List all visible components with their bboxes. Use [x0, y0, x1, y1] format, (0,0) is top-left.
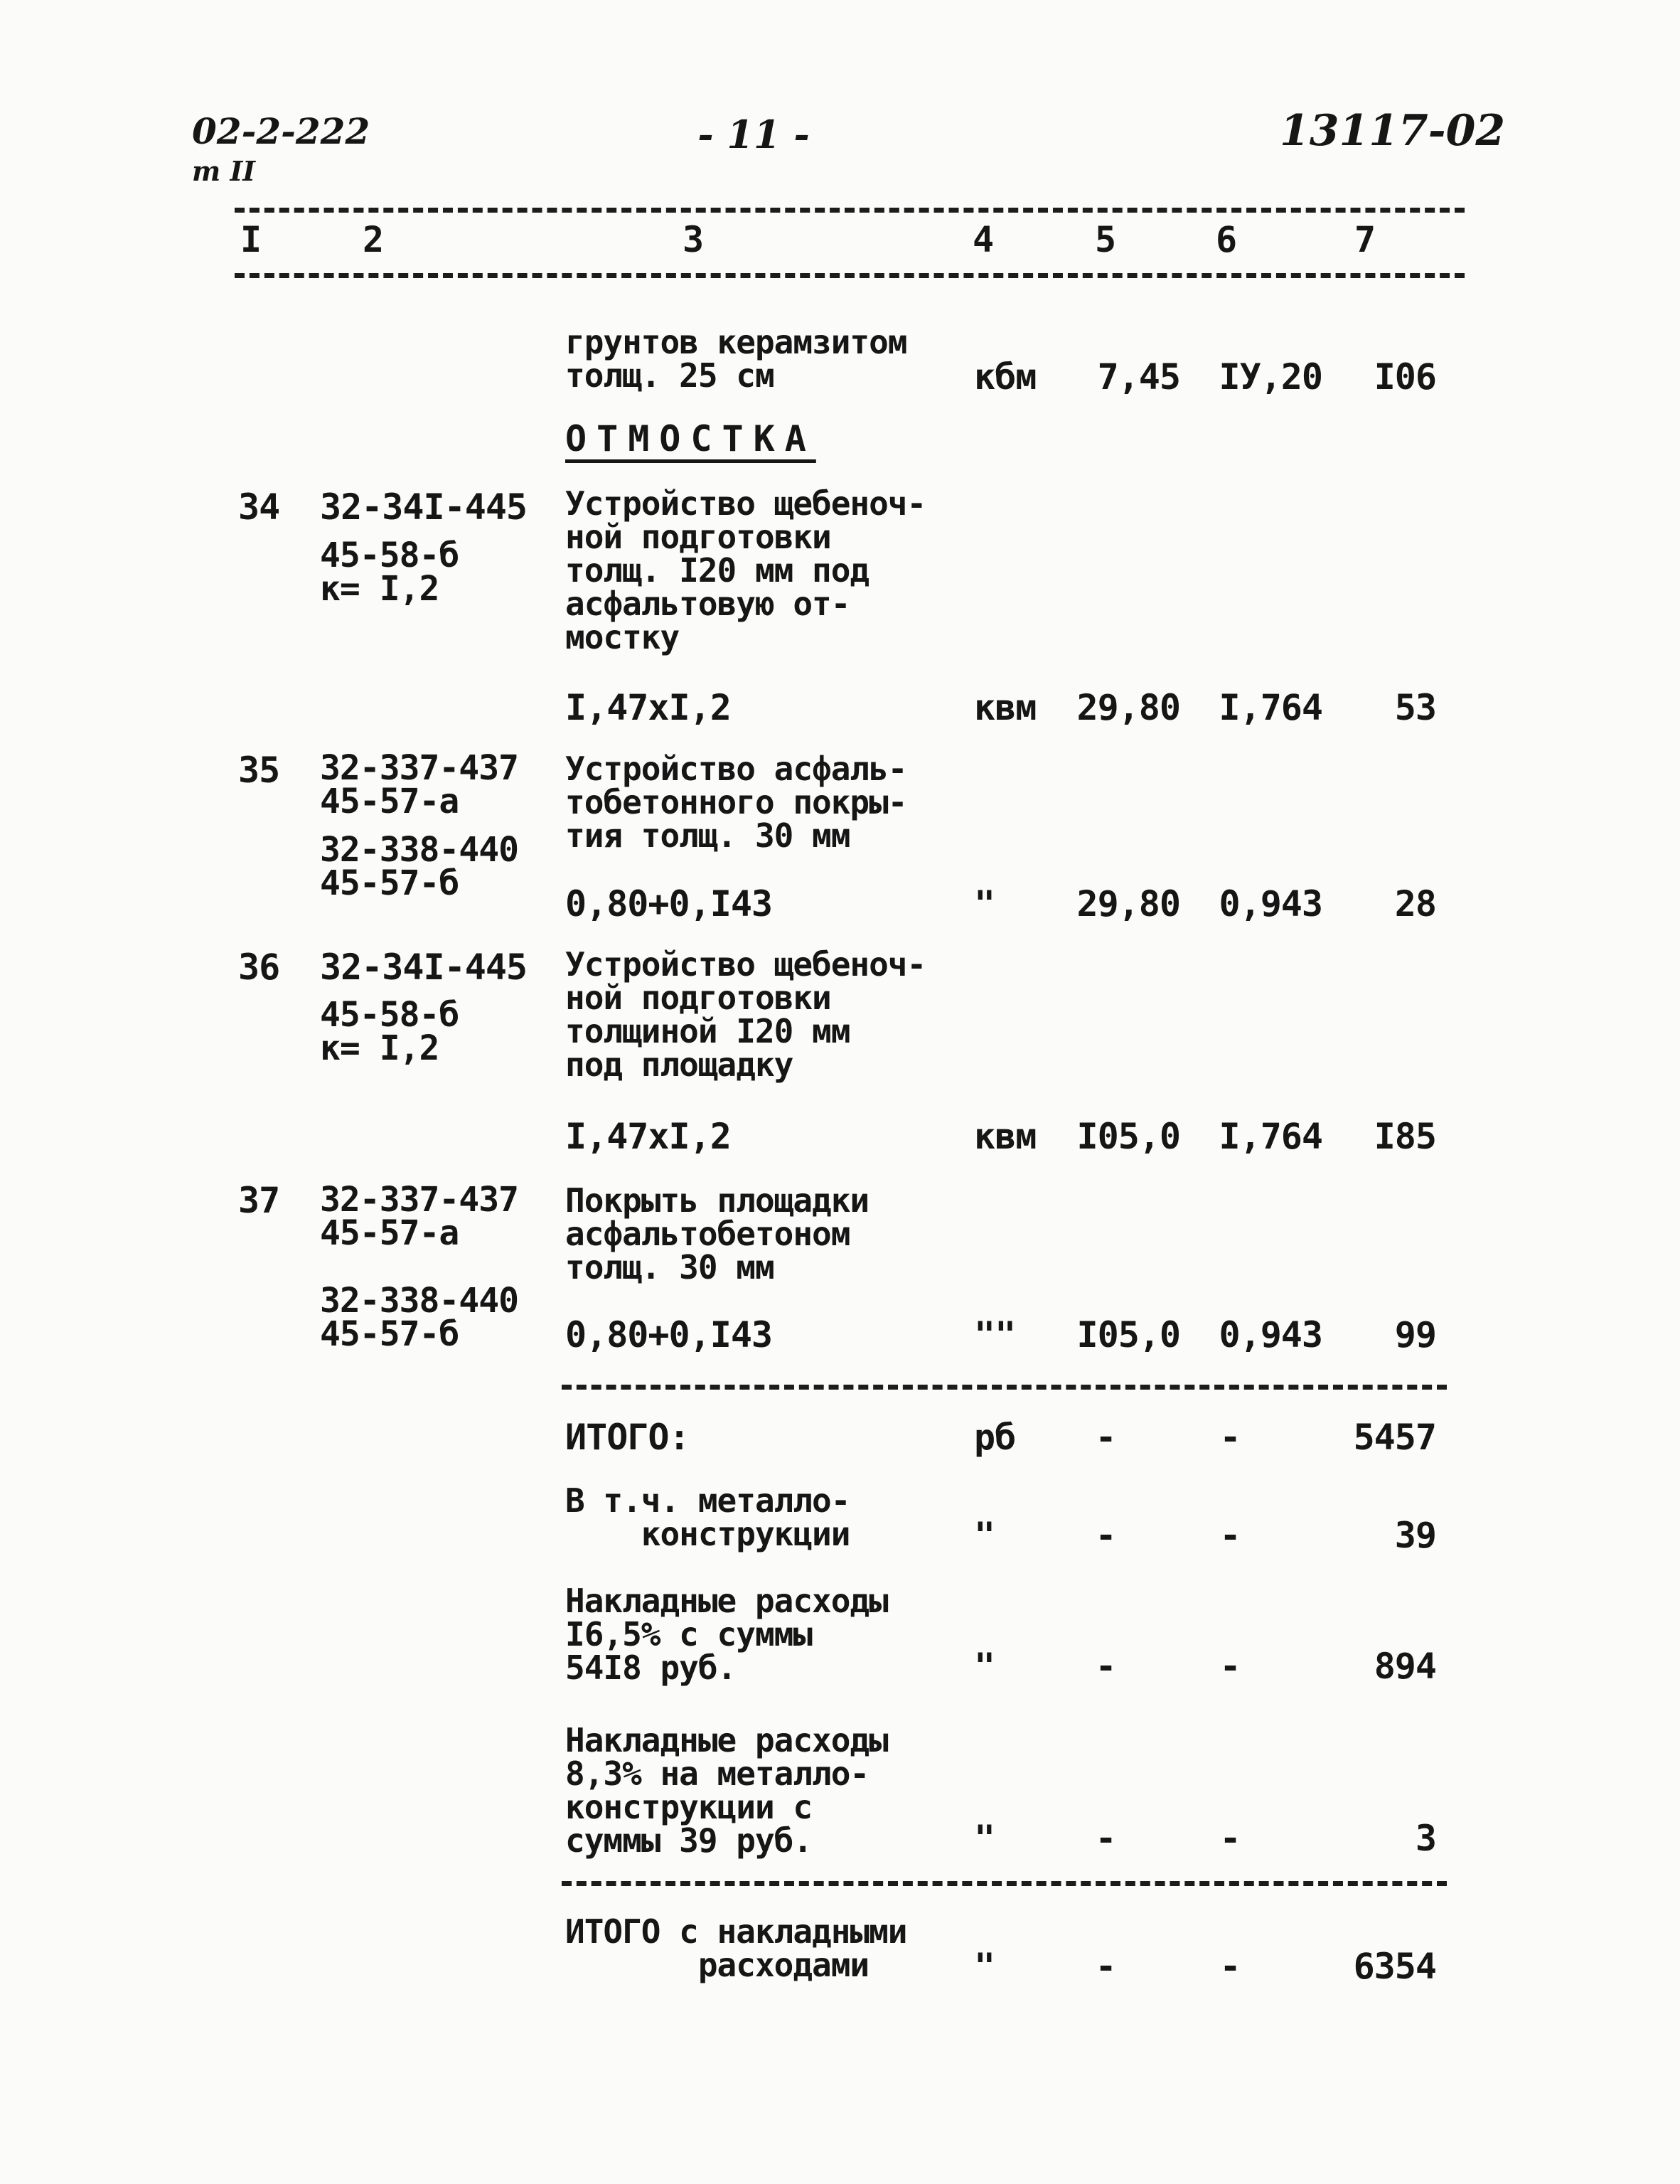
itogo-dash1: - [1095, 1417, 1116, 1458]
overhead1-unit: " [974, 1646, 995, 1687]
itogo-dash2: - [1219, 1417, 1241, 1458]
col-6: 6 [1216, 219, 1237, 260]
r36-desc: Устройство щебеноч- ной подготовки толщиной I20 мм под площадку [565, 945, 926, 1084]
final-rule [562, 1881, 1447, 1886]
r34-ref: 45-58-б к= I,2 [320, 536, 459, 609]
header-rule-top [235, 208, 1465, 213]
itogo-label: ИТОГО: [565, 1417, 690, 1458]
r0-unit: кбм [974, 356, 1037, 398]
r0-qty: 7,45 [1097, 356, 1180, 398]
r0-desc: грунтов керамзитом толщ. 25 см [565, 323, 907, 395]
overhead2-label: Накладные расходы 8,3% на металло- конструкции с суммы 39 руб. [565, 1721, 888, 1860]
col-7: 7 [1354, 219, 1376, 260]
r34-code: 32-34I-445 [320, 486, 528, 528]
r36-num: 36 [238, 947, 280, 988]
section-title: ОТМОСТКА [565, 418, 816, 459]
r34-num: 34 [238, 486, 280, 528]
r34-unit: квм [974, 687, 1037, 728]
r34-formula: I,47хI,2 [565, 687, 731, 728]
final-unit: " [974, 1946, 995, 1987]
final-value: 6354 [1353, 1946, 1436, 1987]
metal-dash2: - [1219, 1515, 1241, 1556]
r37-unit: "" [974, 1314, 1016, 1355]
overhead1-dash2: - [1219, 1646, 1241, 1687]
overhead1-dash1: - [1095, 1646, 1116, 1687]
metal-dash1: - [1095, 1515, 1116, 1556]
final-dash2: - [1219, 1946, 1241, 1987]
header-rule-bottom [235, 273, 1465, 278]
r35-formula: 0,80+0,I43 [565, 883, 773, 925]
r37-qty: I05,0 [1076, 1314, 1180, 1355]
r35-desc: Устройство асфаль- тобетонного покры- тия толщ. 30 мм [565, 750, 907, 855]
r35-price: 0,943 [1219, 883, 1322, 925]
r35-num: 35 [238, 750, 280, 791]
r37-desc: Покрыть площадки асфальтобетоном толщ. 30 мм [565, 1181, 870, 1287]
r0-total: I06 [1374, 356, 1436, 398]
doc-code-right: 13117-02 [1280, 106, 1506, 156]
overhead1-label: Накладные расходы I6,5% с суммы 54I8 руб. [565, 1582, 888, 1687]
r36-total: I85 [1374, 1116, 1436, 1157]
col-2: 2 [363, 219, 384, 260]
overhead2-dash2: - [1219, 1818, 1241, 1859]
overhead2-value: 3 [1415, 1818, 1436, 1859]
final-dash1: - [1095, 1946, 1116, 1987]
r36-price: I,764 [1219, 1116, 1322, 1157]
r36-qty: I05,0 [1076, 1116, 1180, 1157]
r35-code: 32-337-437 45-57-а [320, 748, 518, 821]
col-1: I [240, 219, 262, 260]
metal-unit: " [974, 1515, 995, 1556]
r35-qty: 29,80 [1076, 883, 1180, 925]
r37-formula: 0,80+0,I43 [565, 1314, 773, 1355]
r37-code2: 32-338-440 45-57-б [320, 1281, 518, 1354]
r34-total: 53 [1394, 687, 1436, 728]
itogo-unit: рб [974, 1417, 1016, 1458]
r37-num: 37 [238, 1180, 280, 1221]
r37-code: 32-337-437 45-57-а [320, 1180, 518, 1253]
col-5: 5 [1095, 219, 1116, 260]
metal-value: 39 [1394, 1515, 1436, 1556]
final-label: ИТОГО с накладными расходами [565, 1912, 907, 1984]
r34-price: I,764 [1219, 687, 1322, 728]
page-number: - 11 - [697, 112, 810, 157]
r34-qty: 29,80 [1076, 687, 1180, 728]
r36-formula: I,47хI,2 [565, 1116, 731, 1157]
r34-desc: Устройство щебеноч- ной подготовки толщ. I20 мм под асфальтовую от- мостку [565, 484, 926, 656]
r36-unit: квм [974, 1116, 1037, 1157]
r36-code: 32-34I-445 [320, 947, 528, 988]
r35-total: 28 [1394, 883, 1436, 925]
overhead2-unit: " [974, 1818, 995, 1859]
itogo-value: 5457 [1353, 1417, 1436, 1458]
r35-code2: 32-338-440 45-57-б [320, 830, 518, 903]
doc-code-left: 02-2-222 [192, 110, 370, 152]
col-4: 4 [973, 219, 994, 260]
r0-price: IУ,20 [1219, 356, 1322, 398]
metal-label: В т.ч. металло- конструкции [565, 1481, 850, 1553]
subtotal-rule [562, 1385, 1447, 1390]
r37-total: 99 [1394, 1314, 1436, 1355]
volume-mark: т II [192, 155, 255, 187]
r37-price: 0,943 [1219, 1314, 1322, 1355]
overhead1-value: 894 [1374, 1646, 1436, 1687]
r35-unit: " [974, 883, 995, 925]
overhead2-dash1: - [1095, 1818, 1116, 1859]
r36-ref: 45-58-б к= I,2 [320, 995, 459, 1068]
col-3: 3 [683, 219, 704, 260]
